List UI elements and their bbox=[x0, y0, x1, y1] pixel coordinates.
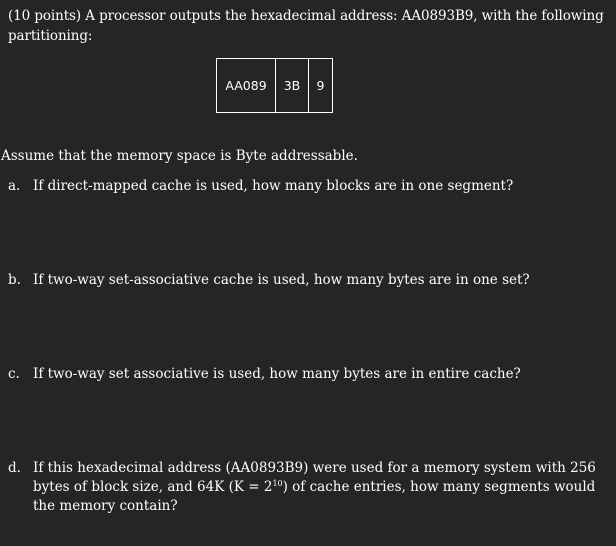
tag-field: AA089 bbox=[217, 59, 276, 113]
question-letter: b. bbox=[8, 272, 21, 288]
question-letter: a. bbox=[8, 178, 21, 194]
question-text-after: ) of cache entries, how many segments would the memory contain? bbox=[33, 479, 596, 514]
address-partition-table bbox=[216, 58, 333, 113]
question-letter: d. bbox=[8, 460, 21, 476]
question-letter: c. bbox=[8, 366, 20, 382]
question-text-before: If this hexadecimal address (AA0893B9) were used for a memory system with 256 bytes of block size, and 64K (K = 2 bbox=[33, 460, 596, 495]
question-text bbox=[33, 459, 603, 516]
question-text: If two-way set-associative cache is used, how many bytes are in one set? bbox=[33, 272, 530, 288]
question-text: If direct-mapped cache is used, how many blocks are in one segment? bbox=[33, 178, 514, 194]
question-text: If two-way set associative is used, how many bytes are in entire cache? bbox=[33, 366, 521, 382]
offset-field: 9 bbox=[309, 59, 333, 113]
assumption-text: Assume that the memory space is Byte addressable. bbox=[1, 148, 358, 164]
exponent: 10 bbox=[272, 479, 283, 488]
index-field: 3B bbox=[276, 59, 309, 113]
problem-statement: (10 points) A processor outputs the hexadecimal address: AA0893B9, with the following partitioning: bbox=[8, 8, 604, 44]
